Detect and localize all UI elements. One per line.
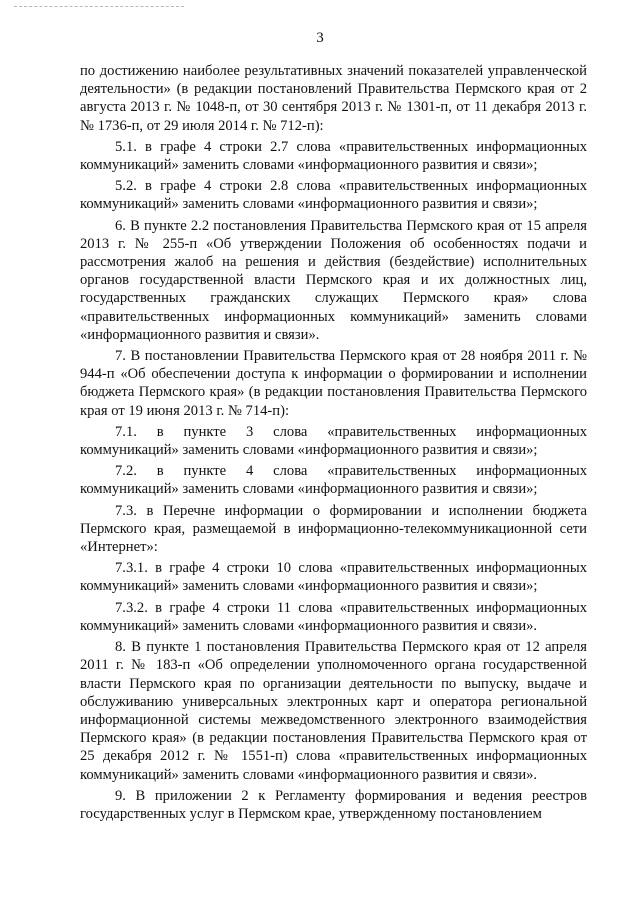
paragraph-7-2: 7.2. в пункте 4 слова «правительственных информационных коммуникаций» заменить словами «информационного развития и связи»; [80,463,587,498]
paragraph-7-3: 7.3. в Перечне информации о формировании и исполнении бюджета Пермского края, размещаемой в информационно-телекоммуникационной сети «Интернет»: [80,502,587,556]
paragraph-7-3-1: 7.3.1. в графе 4 строки 10 слова «правительственных информационных коммуникаций» заменить словами «информационного развития и связи»; [80,560,587,595]
paragraph-9: 9. В приложении 2 к Регламенту формирования и ведения реестров государственных услуг в Пермском крае, утвержденному постановлением [80,787,587,822]
paragraph-8: 8. В пункте 1 постановления Правительства Пермского края от 12 апреля 2011 г. № 183-п «Об определении уполномоченного органа государственной власти Пермского края по организации деятельности по выпуску, выдаче и обслуживанию универсальных электронных карт и оператора региональной информационной системы межведомственного электронного взаимодействия Пермского края» (в редакции постановления Правительства Пермского края от 25 декабря 2012 г. № 1551-п) слова «правительственных информационных коммуникаций» заменить словами «информационного развития и связи». [80,639,587,783]
paragraph-5-1: 5.1. в графе 4 строки 2.7 слова «правительственных информационных коммуникаций» заменить словами «информационного развития и связи»; [80,138,587,174]
paragraph-continuation: по достижению наиболее результативных значений показателей управленческой деятельности» (в редакции постановлений Правительства Пермского края от 2 августа 2013 г. № 1048-п, от 30 сентября 2013 г. № 1301-п, от 11 декабря 2013 г. № 1736-п, от 29 июля 2014 г. № 712-п): [80,63,587,134]
document-body [80,62,587,826]
paragraph-7-3-2: 7.3.2. в графе 4 строки 11 слова «правительственных информационных коммуникаций» заменить словами «информационного развития и связи». [80,599,587,634]
scan-edge-mark [14,6,184,7]
paragraph-5-2: 5.2. в графе 4 строки 2.8 слова «правительственных информационных коммуникаций» заменить словами «информационного развития и связи»; [80,178,587,213]
paragraph-7-1: 7.1. в пункте 3 слова «правительственных информационных коммуникаций» заменить словами «информационного развития и связи»; [80,423,587,459]
paragraph-6: 6. В пункте 2.2 постановления Правительства Пермского края от 15 апреля 2013 г. № 255-п «Об утверждении Положения об особенностях подачи и рассмотрения жалоб на решения и действия (бездействие) исполнительных органов государственной власти Пермского края и их должностных лиц, государственных гражданских служащих Пермского края» слова «правительственных информационных коммуникаций» заменить словами «информационного развития и связи». [80,217,587,343]
paragraph-7: 7. В постановлении Правительства Пермского края от 28 ноября 2011 г. № 944-п «Об обеспечении доступа к информации о формировании и исполнении бюджета Пермского края» (в редакции постановления Правительства Пермского края от 19 июня 2013 г. № 714-п): [80,348,587,419]
page-number: 3 [316,30,324,46]
